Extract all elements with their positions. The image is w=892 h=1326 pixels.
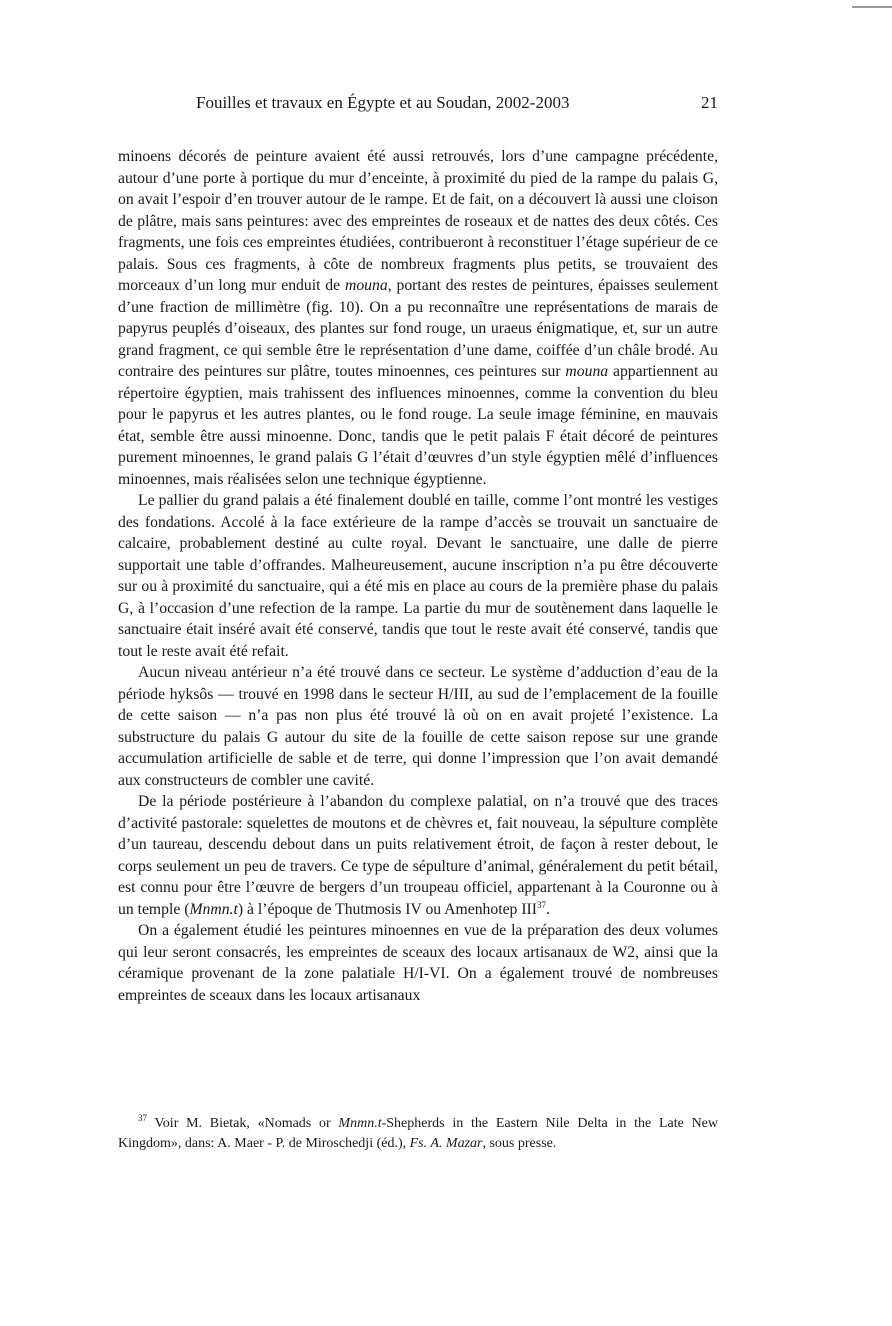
paragraph-2-text: Le pallier du grand palais a été finalement doublé en taille, comme l’ont montré les vestiges des fondations. Accolé à la face extérieure de la rampe d’accès se trouvait un sanctuaire de calcaire, probablement destiné au culte royal. Devant le sanctuaire, une dalle de pierre supportait une table d’offrandes. Malheureusement, aucune inscription n’a pu être découverte sur ou à proximité du sanctuaire, qui a été mis en place au cours de la première phase du palais G, à l’occasion d’une refection de la rampe. La partie du mur de soutènement dans laquelle le sanctuaire était inséré avait été conservé, tandis que tout le reste avait été conservé, tandis que tout le reste avait été refait. [118, 492, 718, 660]
footnote-reference[interactable]: 37 [537, 899, 546, 910]
paragraph-3 [118, 662, 718, 791]
scan-corner-mark [852, 6, 892, 8]
body-text [118, 146, 718, 1006]
running-title: Fouilles et travaux en Égypte et au Soudan, 2002-2003 [196, 93, 570, 112]
paragraph-5 [118, 920, 718, 1006]
footnote-number: 37 [138, 1113, 147, 1123]
paragraph-3-text: Aucun niveau antérieur n’a été trouvé dans ce secteur. Le système d’adduction d’eau de la période hyksôs — trouvé en 1998 dans le secteur H/III, au sud de l’emplacement de la fouille de cette saison — n’a pas non plus été trouvé là où on en avait projeté l’existence. La substructure du palais G autour du site de la fouille de cette saison repose sur une grande accumulation artificielle de sable et de terre, qui donne l’impression que l’on avait demandé aux constructeurs de combler une cavité. [118, 664, 718, 789]
paragraph-4-text-2: ) à l’époque de Thutmosis IV ou Amenhotep III [237, 900, 537, 918]
footnote-italic-1: Mnmn.t [338, 1116, 382, 1131]
paragraph-1 [118, 146, 718, 490]
footnote-37 [118, 1114, 718, 1154]
paragraph-1-italic-2: mouna [565, 363, 609, 380]
paragraph-1-text-2: , portant des restes de peintures, épaisses seulement d’une fraction de millimètre (fig. 10). On a pu reconnaître une représentations de marais de papyrus peuplés d’oiseaux, des plantes sur fond rouge, un uraeus énigmatique, et, sur un autre grand fragment, ce qui semble être le représentation d’une dame, coiffée d’un châle brodé. Au contraire des peintures sur plâtre, toutes minoennes, ces peintures sur [118, 277, 718, 380]
paragraph-1-text-3: appartiennent au répertoire égyptien, mais trahissent des influences minoennes, comme la convention du bleu pour le papyrus et les autres plantes, ou le fond rouge. La seule image féminine, en mauvais état, semble être aussi minoenne. Donc, tandis que le petit palais F était décoré de peintures purement minoennes, le grand palais G l’était d’œuvres d’un style égyptien mêlé d’influences minoennes, mais réalisées selon une technique égyptienne. [118, 363, 718, 488]
paragraph-4-text-3: . [546, 900, 550, 918]
paragraph-2 [118, 490, 718, 662]
page-number: 21 [701, 93, 718, 112]
paragraph-4 [118, 791, 718, 920]
paragraph-1-text: minoens décorés de peinture avaient été aussi retrouvés, lors d’une campagne précédente, autour d’une porte à portique du mur d’enceinte, à proximité du pied de la rampe du palais G, on avait l’espoir d’en trouver autour de le rampe. Et de fait, on a découvert là aussi une cloison de plâtre, mais sans peintures: avec des empreintes de roseaux et de nattes des deux côtés. Ces fragments, une fois ces empreintes étudiées, contribueront à reconstituer l’étage supérieur de ce palais. Sous ces fragments, à côte de nombreux fragments plus petits, se trouvaient des morceaux d’un long mur enduit de [118, 148, 718, 294]
paragraph-1-italic: mouna [344, 277, 388, 294]
paragraph-4-italic: Mnmn.t [189, 900, 238, 918]
footnote [118, 1114, 718, 1154]
footnote-text-3: , sous presse. [482, 1136, 557, 1151]
footnote-text-2: -Shepherds in the Eastern Nile Delta in the Late New Kingdom», dans: A. Maer - P. de Miroschedji (éd.), [118, 1116, 719, 1151]
footnote-text-1: Voir M. Bietak, «Nomads or [147, 1116, 339, 1131]
paragraph-5-text: On a également étudié les peintures minoennes en vue de la préparation des deux volumes qui leur seront consacrés, les empreintes de sceaux des locaux artisanaux de W2, ainsi que la céramique provenant de la zone palatiale H/I-VI. On a également trouvé de nombreuses empreintes de sceaux dans les locaux artisanaux [118, 922, 718, 1004]
footnote-italic-2: Fs. A. Mazar [409, 1136, 483, 1151]
paragraph-4-text: De la période postérieure à l’abandon du complexe palatial, on n’a trouvé que des traces d’activité pastorale: squelettes de moutons et de chèvres et, fait nouveau, la sépulture complète d’un taureau, descendu debout dans un puits relativement étroit, de façon à rester debout, le corps seulement un peu de travers. Ce type de sépulture d’animal, généralement du petit bétail, est connu pour être l’œuvre de bergers d’un troupeau officiel, appartenant à la Couronne ou à un temple ( [118, 793, 718, 918]
